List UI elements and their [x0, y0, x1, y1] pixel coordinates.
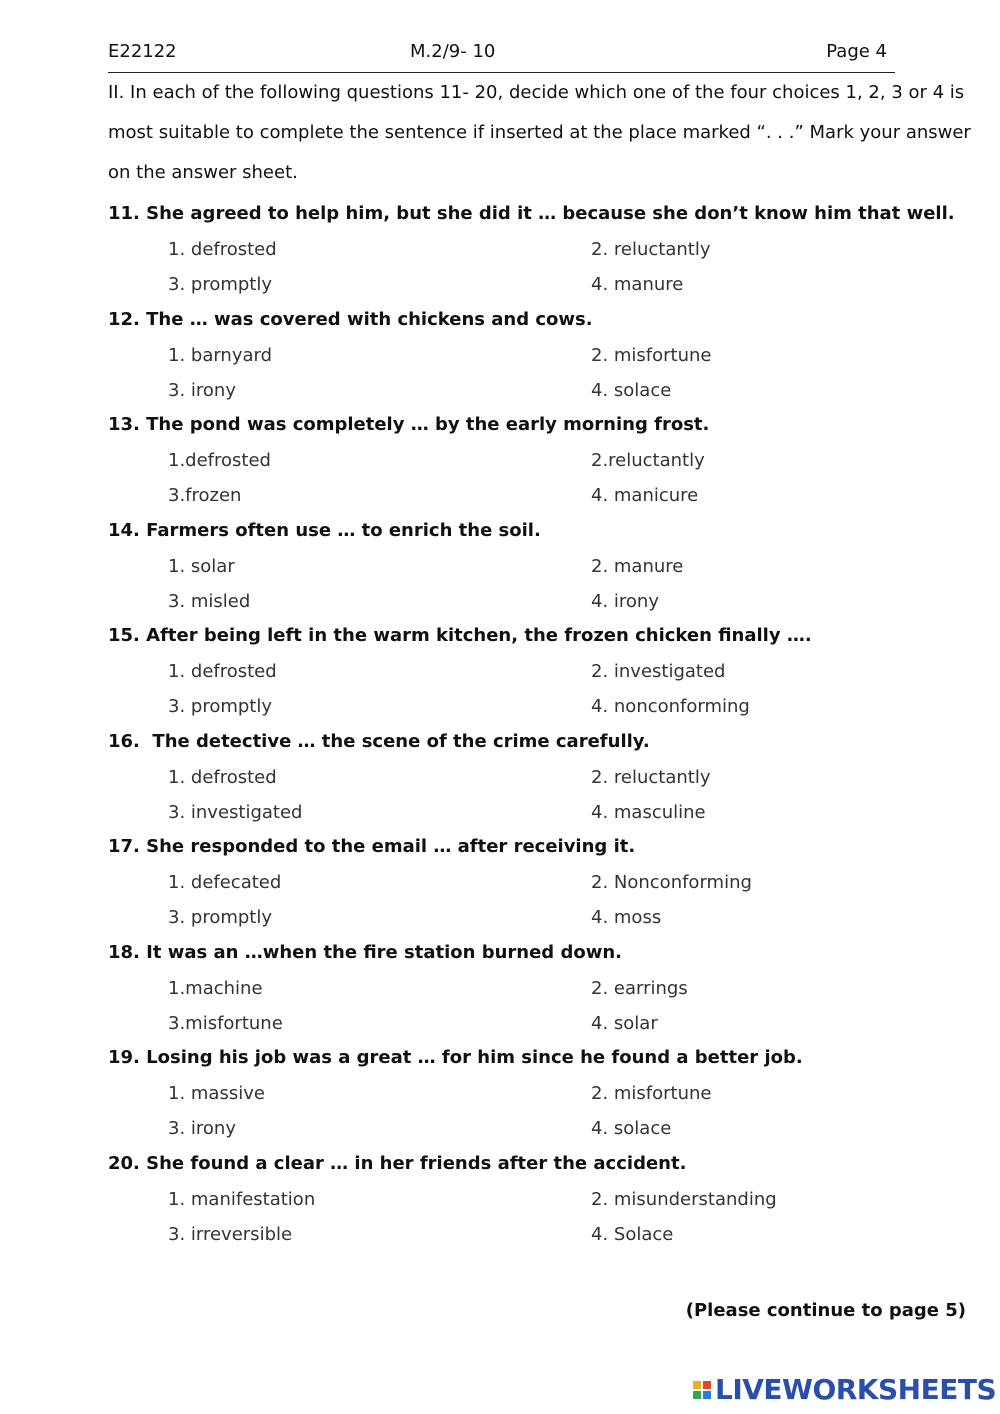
answer-option: 1. massive [168, 1083, 265, 1104]
answer-option: 2. reluctantly [591, 239, 711, 260]
answer-option: 3. irony [168, 379, 236, 401]
header-divider [108, 72, 895, 73]
instructions-line: most suitable to complete the sentence if inserted at the place marked “. . .” Mark your answer [108, 122, 971, 143]
answer-option: 4. nonconforming [591, 696, 750, 717]
page-header [108, 40, 895, 68]
answer-option: 1. defecated [168, 872, 282, 893]
answer-option: 4. Solace [591, 1223, 674, 1245]
answer-option: 1. defrosted [168, 661, 277, 682]
answer-option: 4. manure [591, 274, 684, 295]
exam-code: E22122 [108, 41, 177, 62]
answer-option: 3. irony [168, 1118, 236, 1139]
answer-option: 2. reluctantly [591, 766, 711, 788]
answer-option: 2. manure [591, 555, 684, 577]
question-text: 13. The pond was completely … by the early morning frost. [108, 414, 710, 435]
answer-option: 2. investigated [591, 661, 726, 682]
answer-option: 2. misunderstanding [591, 1188, 777, 1210]
question-text: 11. She agreed to help him, but she did it … because she don’t know him that well. [108, 203, 955, 224]
question-text: 15. After being left in the warm kitchen, the frozen chicken finally …. [108, 625, 812, 646]
question-text: 17. She responded to the email … after receiving it. [108, 836, 636, 857]
answer-option: 4. irony [591, 590, 659, 612]
instructions-line: on the answer sheet. [108, 162, 298, 183]
answer-option: 1. manifestation [168, 1188, 316, 1210]
answer-option: 2. misfortune [591, 1083, 712, 1104]
answer-option: 1. barnyard [168, 344, 273, 366]
answer-option: 2. Nonconforming [591, 872, 752, 893]
answer-option: 1. defrosted [168, 239, 277, 260]
answer-option: 3.misfortune [168, 1012, 283, 1034]
answer-option: 4. masculine [591, 801, 706, 823]
continue-note: (Please continue to page 5) [685, 1300, 966, 1321]
class-label: M.2/9- 10 [410, 41, 496, 62]
answer-option: 1. defrosted [168, 766, 277, 788]
answer-option: 3. investigated [168, 801, 303, 823]
answer-option: 3. promptly [168, 274, 273, 295]
answer-option: 3. misled [168, 590, 251, 612]
answer-option: 1.machine [168, 977, 263, 999]
instructions-line: II. In each of the following questions 11- 20, decide which one of the four choices 1, 2, 3 or 4 is [108, 82, 965, 103]
question-text: 12. The … was covered with chickens and cows. [108, 308, 593, 330]
logo-squares-icon [693, 1381, 711, 1399]
answer-option: 4. solace [591, 379, 672, 401]
answer-option: 4. solar [591, 1012, 658, 1034]
answer-option: 3.frozen [168, 485, 242, 506]
answer-option: 2. earrings [591, 977, 688, 999]
brand-name: LIVEWORKSHEETS [715, 1373, 997, 1406]
question-text: 14. Farmers often use … to enrich the soil. [108, 519, 541, 541]
liveworksheets-logo [693, 1374, 996, 1406]
question-text: 19. Losing his job was a great … for him since he found a better job. [108, 1047, 803, 1068]
question-text: 18. It was an …when the fire station burned down. [108, 941, 622, 963]
answer-option: 2. misfortune [591, 344, 712, 366]
question-text: 16. The detective … the scene of the crime carefully. [108, 730, 650, 752]
answer-option: 3. promptly [168, 696, 273, 717]
answer-option: 2.reluctantly [591, 450, 705, 471]
answer-option: 4. solace [591, 1118, 672, 1139]
question-text: 20. She found a clear … in her friends after the accident. [108, 1152, 687, 1174]
answer-option: 4. moss [591, 907, 662, 928]
answer-option: 4. manicure [591, 485, 699, 506]
answer-option: 1.defrosted [168, 450, 271, 471]
page-number: Page 4 [826, 41, 887, 62]
answer-option: 3. promptly [168, 907, 273, 928]
answer-option: 1. solar [168, 555, 235, 577]
answer-option: 3. irreversible [168, 1223, 293, 1245]
